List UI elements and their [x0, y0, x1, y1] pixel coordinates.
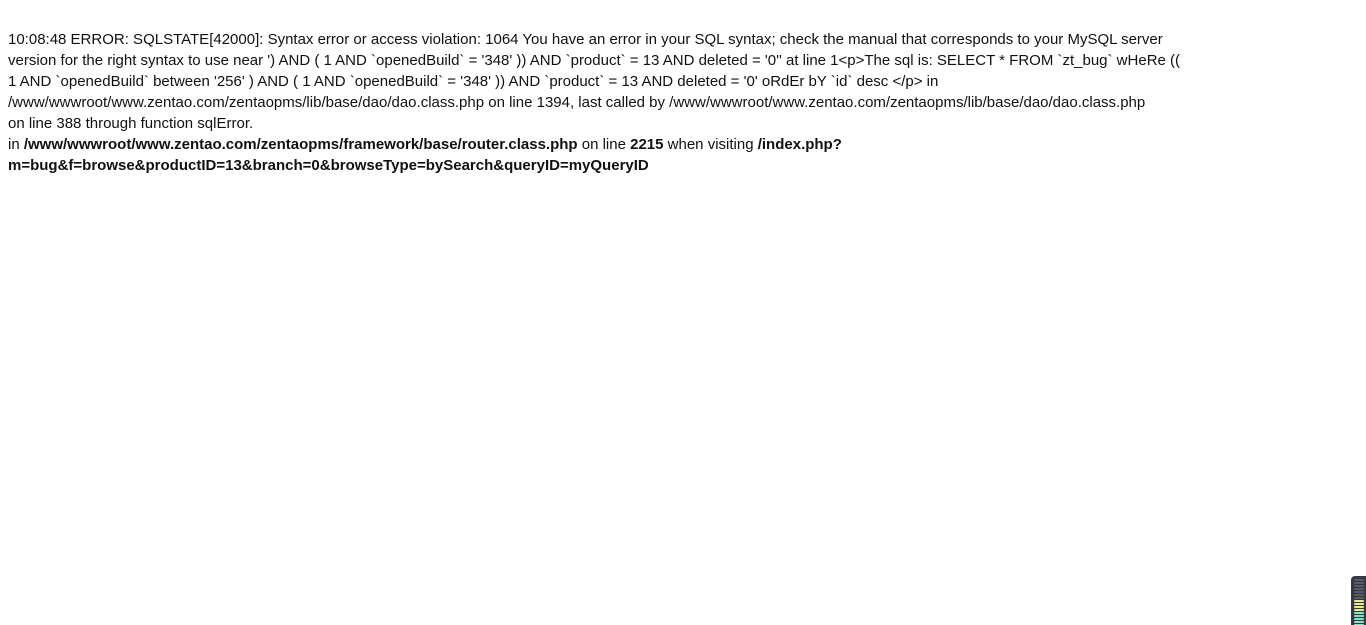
level-meter-stripe-teal: [1354, 621, 1364, 623]
error-segment-bold: /index.php?: [757, 136, 842, 153]
error-line: [8, 71, 1358, 92]
error-segment: when visiting: [663, 136, 758, 153]
level-meter-stripe-dark: [1354, 591, 1364, 593]
error-segment-bold: 2215: [630, 136, 664, 153]
error-segment: version for the right syntax to use near ') AND ( 1 AND `openedBuild` = '348' )) AND `product` = 13 AND deleted = '0'' at line 1<p>The sql is: SELECT * FROM `zt_bug` wHeRe ((: [8, 52, 1181, 69]
level-meter-stripe-yellow: [1354, 609, 1364, 611]
level-meter-stripe-dark: [1354, 582, 1364, 584]
error-segment-bold: /www/wwwroot/www.zentao.com/zentaopms/framework/base/router.class.php: [23, 136, 578, 153]
error-line: [8, 155, 1358, 176]
level-meter-stripe-yellow: [1354, 600, 1364, 602]
error-line: [8, 113, 1358, 134]
level-meter-stripe-yellow: [1354, 603, 1364, 605]
error-report: [8, 29, 1358, 176]
error-segment: on line: [577, 136, 631, 153]
level-meter-stripe-teal: [1354, 615, 1364, 617]
error-segment: on line 388 through function sqlError.: [8, 115, 254, 132]
level-meter-stripe-dark: [1354, 594, 1364, 596]
error-segment: 1 AND `openedBuild` between '256' ) AND ( 1 AND `openedBuild` = '348' )) AND `product` = 13 AND deleted = '0' oRdEr bY `id` desc </p> in: [8, 73, 939, 90]
level-meter-stripe-dark: [1354, 597, 1364, 599]
level-meter-stripe-teal: [1354, 612, 1364, 614]
error-segment: in: [8, 136, 24, 153]
level-meter-stripe-dark: [1354, 579, 1364, 581]
error-line: [8, 50, 1358, 71]
error-line: [8, 92, 1358, 113]
level-meter-stripe-teal: [1354, 618, 1364, 620]
error-segment: /www/wwwroot/www.zentao.com/zentaopms/lib/base/dao/dao.class.php on line 1394, last called by /www/wwwroot/www.zentao.com/zentaopms/lib/base/dao/dao.class.php: [8, 94, 1146, 111]
level-meter-widget[interactable]: [1351, 576, 1366, 625]
error-line: [8, 29, 1358, 50]
level-meter-stripe-dark: [1354, 585, 1364, 587]
error-line: [8, 134, 1358, 155]
level-meter-stripe-yellow: [1354, 606, 1364, 608]
error-segment-bold: m=bug&f=browse&productID=13&branch=0&browseType=bySearch&queryID=myQueryID: [8, 157, 649, 174]
level-meter-stripe-dark: [1354, 588, 1364, 590]
error-segment: 10:08:48 ERROR: SQLSTATE[42000]: Syntax error or access violation: 1064 You have an error in your SQL syntax; check the manual that corresponds to your MySQL server: [8, 31, 1163, 48]
